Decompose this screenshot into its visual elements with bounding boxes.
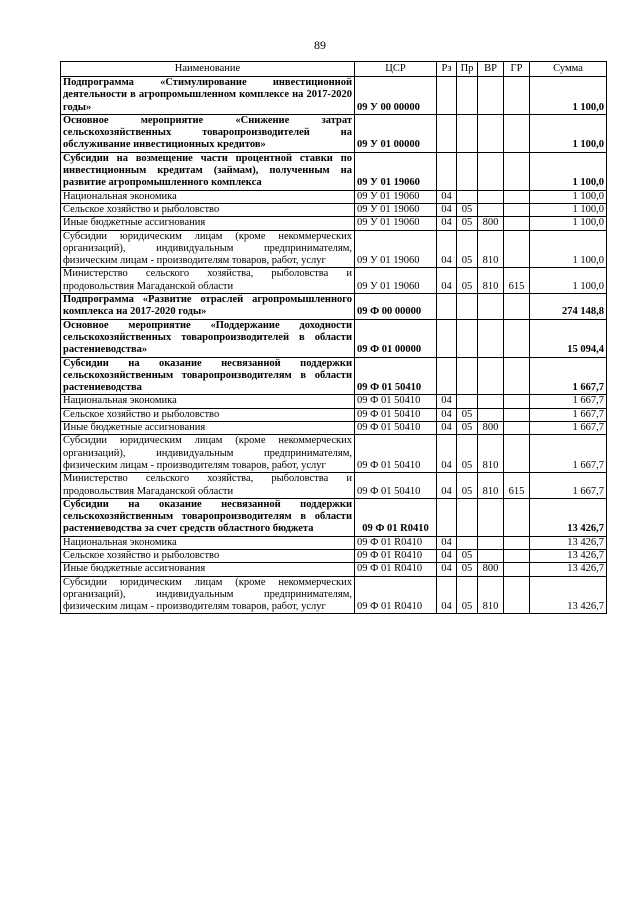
table-row (61, 576, 607, 614)
cell-sum: 1 667,7 (530, 422, 607, 435)
cell-vr: 800 (478, 422, 504, 435)
cell-pr (457, 357, 478, 395)
cell-pr: 05 (457, 217, 478, 230)
cell-sum: 1 100,0 (530, 230, 607, 268)
cell-gr (504, 114, 530, 152)
table-row (61, 268, 607, 294)
cell-vr: 810 (478, 435, 504, 473)
cell-sum: 13 426,7 (530, 576, 607, 614)
cell-vr: 810 (478, 230, 504, 268)
cell-vr (478, 152, 504, 190)
cell-rz: 04 (437, 563, 457, 576)
cell-pr (457, 294, 478, 320)
header-sum: Сумма (530, 62, 607, 77)
cell-pr (457, 319, 478, 357)
cell-gr (504, 230, 530, 268)
cell-csr: 09 У 01 19060 (355, 152, 437, 190)
cell-vr (478, 408, 504, 421)
cell-sum: 274 148,8 (530, 294, 607, 320)
cell-rz: 04 (437, 536, 457, 549)
table-row (61, 230, 607, 268)
cell-csr: 09 Ф 01 R0410 (355, 536, 437, 549)
cell-csr: 09 Ф 01 50410 (355, 395, 437, 408)
cell-csr: 09 У 01 19060 (355, 203, 437, 216)
cell-name: Подпрограмма «Развитие отраслей агропромышленного комплекса на 2017-2020 годы» (61, 294, 355, 320)
cell-gr (504, 576, 530, 614)
cell-csr: 09 Ф 00 00000 (355, 294, 437, 320)
cell-csr: 09 У 01 19060 (355, 230, 437, 268)
cell-pr (457, 498, 478, 536)
cell-pr (457, 190, 478, 203)
cell-vr (478, 203, 504, 216)
cell-gr (504, 319, 530, 357)
cell-rz: 04 (437, 230, 457, 268)
cell-rz (437, 498, 457, 536)
cell-name: Субсидии юридическим лицам (кроме некоммерческих организаций), индивидуальным предпринимателям, физическим лицам - производителям товаров, работ, услуг (61, 230, 355, 268)
cell-vr (478, 319, 504, 357)
cell-sum: 13 426,7 (530, 498, 607, 536)
cell-rz: 04 (437, 268, 457, 294)
cell-rz (437, 152, 457, 190)
cell-name: Национальная экономика (61, 536, 355, 549)
cell-pr: 05 (457, 473, 478, 499)
header-name: Наименование (61, 62, 355, 77)
table-header-row (61, 62, 607, 77)
cell-pr (457, 536, 478, 549)
cell-sum: 13 426,7 (530, 536, 607, 549)
cell-name: Иные бюджетные ассигнования (61, 563, 355, 576)
cell-rz: 04 (437, 395, 457, 408)
cell-gr (504, 217, 530, 230)
cell-rz (437, 294, 457, 320)
cell-gr: 615 (504, 473, 530, 499)
cell-gr (504, 408, 530, 421)
header-csr: ЦСР (355, 62, 437, 77)
cell-sum: 1 667,7 (530, 357, 607, 395)
header-rz: Рз (437, 62, 457, 77)
header-vr: ВР (478, 62, 504, 77)
table-row (61, 319, 607, 357)
cell-csr: 09 Ф 01 50410 (355, 408, 437, 421)
cell-rz: 04 (437, 549, 457, 562)
cell-rz: 04 (437, 422, 457, 435)
table-row (61, 473, 607, 499)
cell-vr (478, 190, 504, 203)
cell-sum: 1 100,0 (530, 152, 607, 190)
cell-name: Основное мероприятие «Снижение затрат сельскохозяйственных товаропроизводителей на обслуживание инвестиционных кредитов» (61, 114, 355, 152)
cell-gr (504, 536, 530, 549)
page-number: 89 (314, 38, 326, 52)
cell-csr: 09 У 01 19060 (355, 268, 437, 294)
cell-sum: 13 426,7 (530, 549, 607, 562)
cell-name: Субсидии на возмещение части процентной ставки по инвестиционным кредитам (займам), полученным на развитие агропромышленного комплекса (61, 152, 355, 190)
cell-pr: 05 (457, 435, 478, 473)
header-gr: ГР (504, 62, 530, 77)
cell-sum: 13 426,7 (530, 563, 607, 576)
cell-pr: 05 (457, 563, 478, 576)
cell-vr: 800 (478, 563, 504, 576)
cell-csr: 09 Ф 01 50410 (355, 357, 437, 395)
cell-gr (504, 395, 530, 408)
cell-pr (457, 77, 478, 115)
cell-vr: 800 (478, 217, 504, 230)
cell-rz: 04 (437, 576, 457, 614)
cell-name: Сельское хозяйство и рыболовство (61, 549, 355, 562)
cell-csr: 09 У 01 19060 (355, 190, 437, 203)
cell-rz: 04 (437, 217, 457, 230)
table-row (61, 217, 607, 230)
cell-sum: 1 100,0 (530, 217, 607, 230)
cell-gr: 615 (504, 268, 530, 294)
cell-sum: 15 094,4 (530, 319, 607, 357)
table-body (61, 77, 607, 614)
header-pr: Пр (457, 62, 478, 77)
cell-gr (504, 77, 530, 115)
cell-name: Иные бюджетные ассигнования (61, 422, 355, 435)
cell-name: Субсидии на оказание несвязанной поддержки сельскохозяйственным товаропроизводителям в области растениеводства (61, 357, 355, 395)
cell-rz: 04 (437, 190, 457, 203)
cell-csr: 09 У 00 00000 (355, 77, 437, 115)
cell-pr (457, 152, 478, 190)
cell-name: Подпрограмма «Стимулирование инвестиционной деятельности в агропромышленном комплексе на 2017-2020 годы» (61, 77, 355, 115)
cell-gr (504, 203, 530, 216)
cell-rz: 04 (437, 435, 457, 473)
cell-name: Национальная экономика (61, 395, 355, 408)
cell-vr (478, 357, 504, 395)
cell-sum: 1 100,0 (530, 77, 607, 115)
cell-vr: 810 (478, 473, 504, 499)
cell-pr: 05 (457, 230, 478, 268)
table-row (61, 357, 607, 395)
cell-pr: 05 (457, 203, 478, 216)
table-row (61, 422, 607, 435)
cell-gr (504, 435, 530, 473)
cell-pr (457, 114, 478, 152)
cell-name: Сельское хозяйство и рыболовство (61, 408, 355, 421)
cell-name: Министерство сельского хозяйства, рыболовства и продовольствия Магаданской области (61, 268, 355, 294)
cell-csr: 09 Ф 01 50410 (355, 422, 437, 435)
cell-pr: 05 (457, 549, 478, 562)
cell-sum: 1 100,0 (530, 268, 607, 294)
table-row (61, 408, 607, 421)
table-row (61, 294, 607, 320)
cell-gr (504, 549, 530, 562)
cell-rz (437, 114, 457, 152)
table-row (61, 152, 607, 190)
cell-gr (504, 294, 530, 320)
cell-vr (478, 395, 504, 408)
cell-sum: 1 667,7 (530, 435, 607, 473)
cell-gr (504, 422, 530, 435)
cell-sum: 1 100,0 (530, 114, 607, 152)
cell-csr: 09 Ф 01 R0410 (355, 576, 437, 614)
cell-vr (478, 77, 504, 115)
cell-vr: 810 (478, 268, 504, 294)
cell-sum: 1 667,7 (530, 395, 607, 408)
cell-rz: 04 (437, 203, 457, 216)
cell-vr (478, 536, 504, 549)
cell-csr: 09 Ф 01 R0410 (355, 549, 437, 562)
cell-name: Министерство сельского хозяйства, рыболовства и продовольствия Магаданской области (61, 473, 355, 499)
cell-gr (504, 563, 530, 576)
table-row (61, 395, 607, 408)
cell-rz: 04 (437, 473, 457, 499)
cell-name: Национальная экономика (61, 190, 355, 203)
cell-gr (504, 190, 530, 203)
cell-name: Субсидии юридическим лицам (кроме некоммерческих организаций), индивидуальным предпринимателям, физическим лицам - производителям товаров, работ, услуг (61, 435, 355, 473)
budget-table (60, 61, 607, 614)
cell-csr: 09 Ф 01 00000 (355, 319, 437, 357)
cell-pr: 05 (457, 422, 478, 435)
table-row (61, 190, 607, 203)
cell-sum: 1 100,0 (530, 203, 607, 216)
cell-rz: 04 (437, 408, 457, 421)
cell-sum: 1 667,7 (530, 473, 607, 499)
cell-vr (478, 114, 504, 152)
table-row (61, 563, 607, 576)
cell-csr: 09 У 01 19060 (355, 217, 437, 230)
cell-csr: 09 Ф 01 R0410 (355, 498, 437, 536)
table-row (61, 498, 607, 536)
cell-vr: 810 (478, 576, 504, 614)
cell-csr: 09 Ф 01 50410 (355, 435, 437, 473)
table-row (61, 203, 607, 216)
cell-name: Субсидии юридическим лицам (кроме некоммерческих организаций), индивидуальным предпринимателям, физическим лицам - производителям товаров, работ, услуг (61, 576, 355, 614)
cell-pr: 05 (457, 408, 478, 421)
cell-pr (457, 395, 478, 408)
table-row (61, 549, 607, 562)
cell-gr (504, 152, 530, 190)
cell-csr: 09 Ф 01 R0410 (355, 563, 437, 576)
cell-csr: 09 У 01 00000 (355, 114, 437, 152)
cell-name: Иные бюджетные ассигнования (61, 217, 355, 230)
cell-name: Субсидии на оказание несвязанной поддержки сельскохозяйственным товаропроизводителям в области растениеводства за счет средств областного бюджета (61, 498, 355, 536)
cell-sum: 1 667,7 (530, 408, 607, 421)
table-row (61, 435, 607, 473)
cell-gr (504, 498, 530, 536)
cell-rz (437, 77, 457, 115)
cell-sum: 1 100,0 (530, 190, 607, 203)
table-row (61, 114, 607, 152)
cell-rz (437, 319, 457, 357)
cell-vr (478, 549, 504, 562)
cell-gr (504, 357, 530, 395)
cell-name: Основное мероприятие «Поддержание доходности сельскохозяйственных товаропроизводителей в области растениеводства» (61, 319, 355, 357)
cell-vr (478, 498, 504, 536)
cell-vr (478, 294, 504, 320)
cell-name: Сельское хозяйство и рыболовство (61, 203, 355, 216)
cell-csr: 09 Ф 01 50410 (355, 473, 437, 499)
table-row (61, 536, 607, 549)
cell-rz (437, 357, 457, 395)
cell-pr: 05 (457, 268, 478, 294)
cell-pr: 05 (457, 576, 478, 614)
table-row (61, 77, 607, 115)
